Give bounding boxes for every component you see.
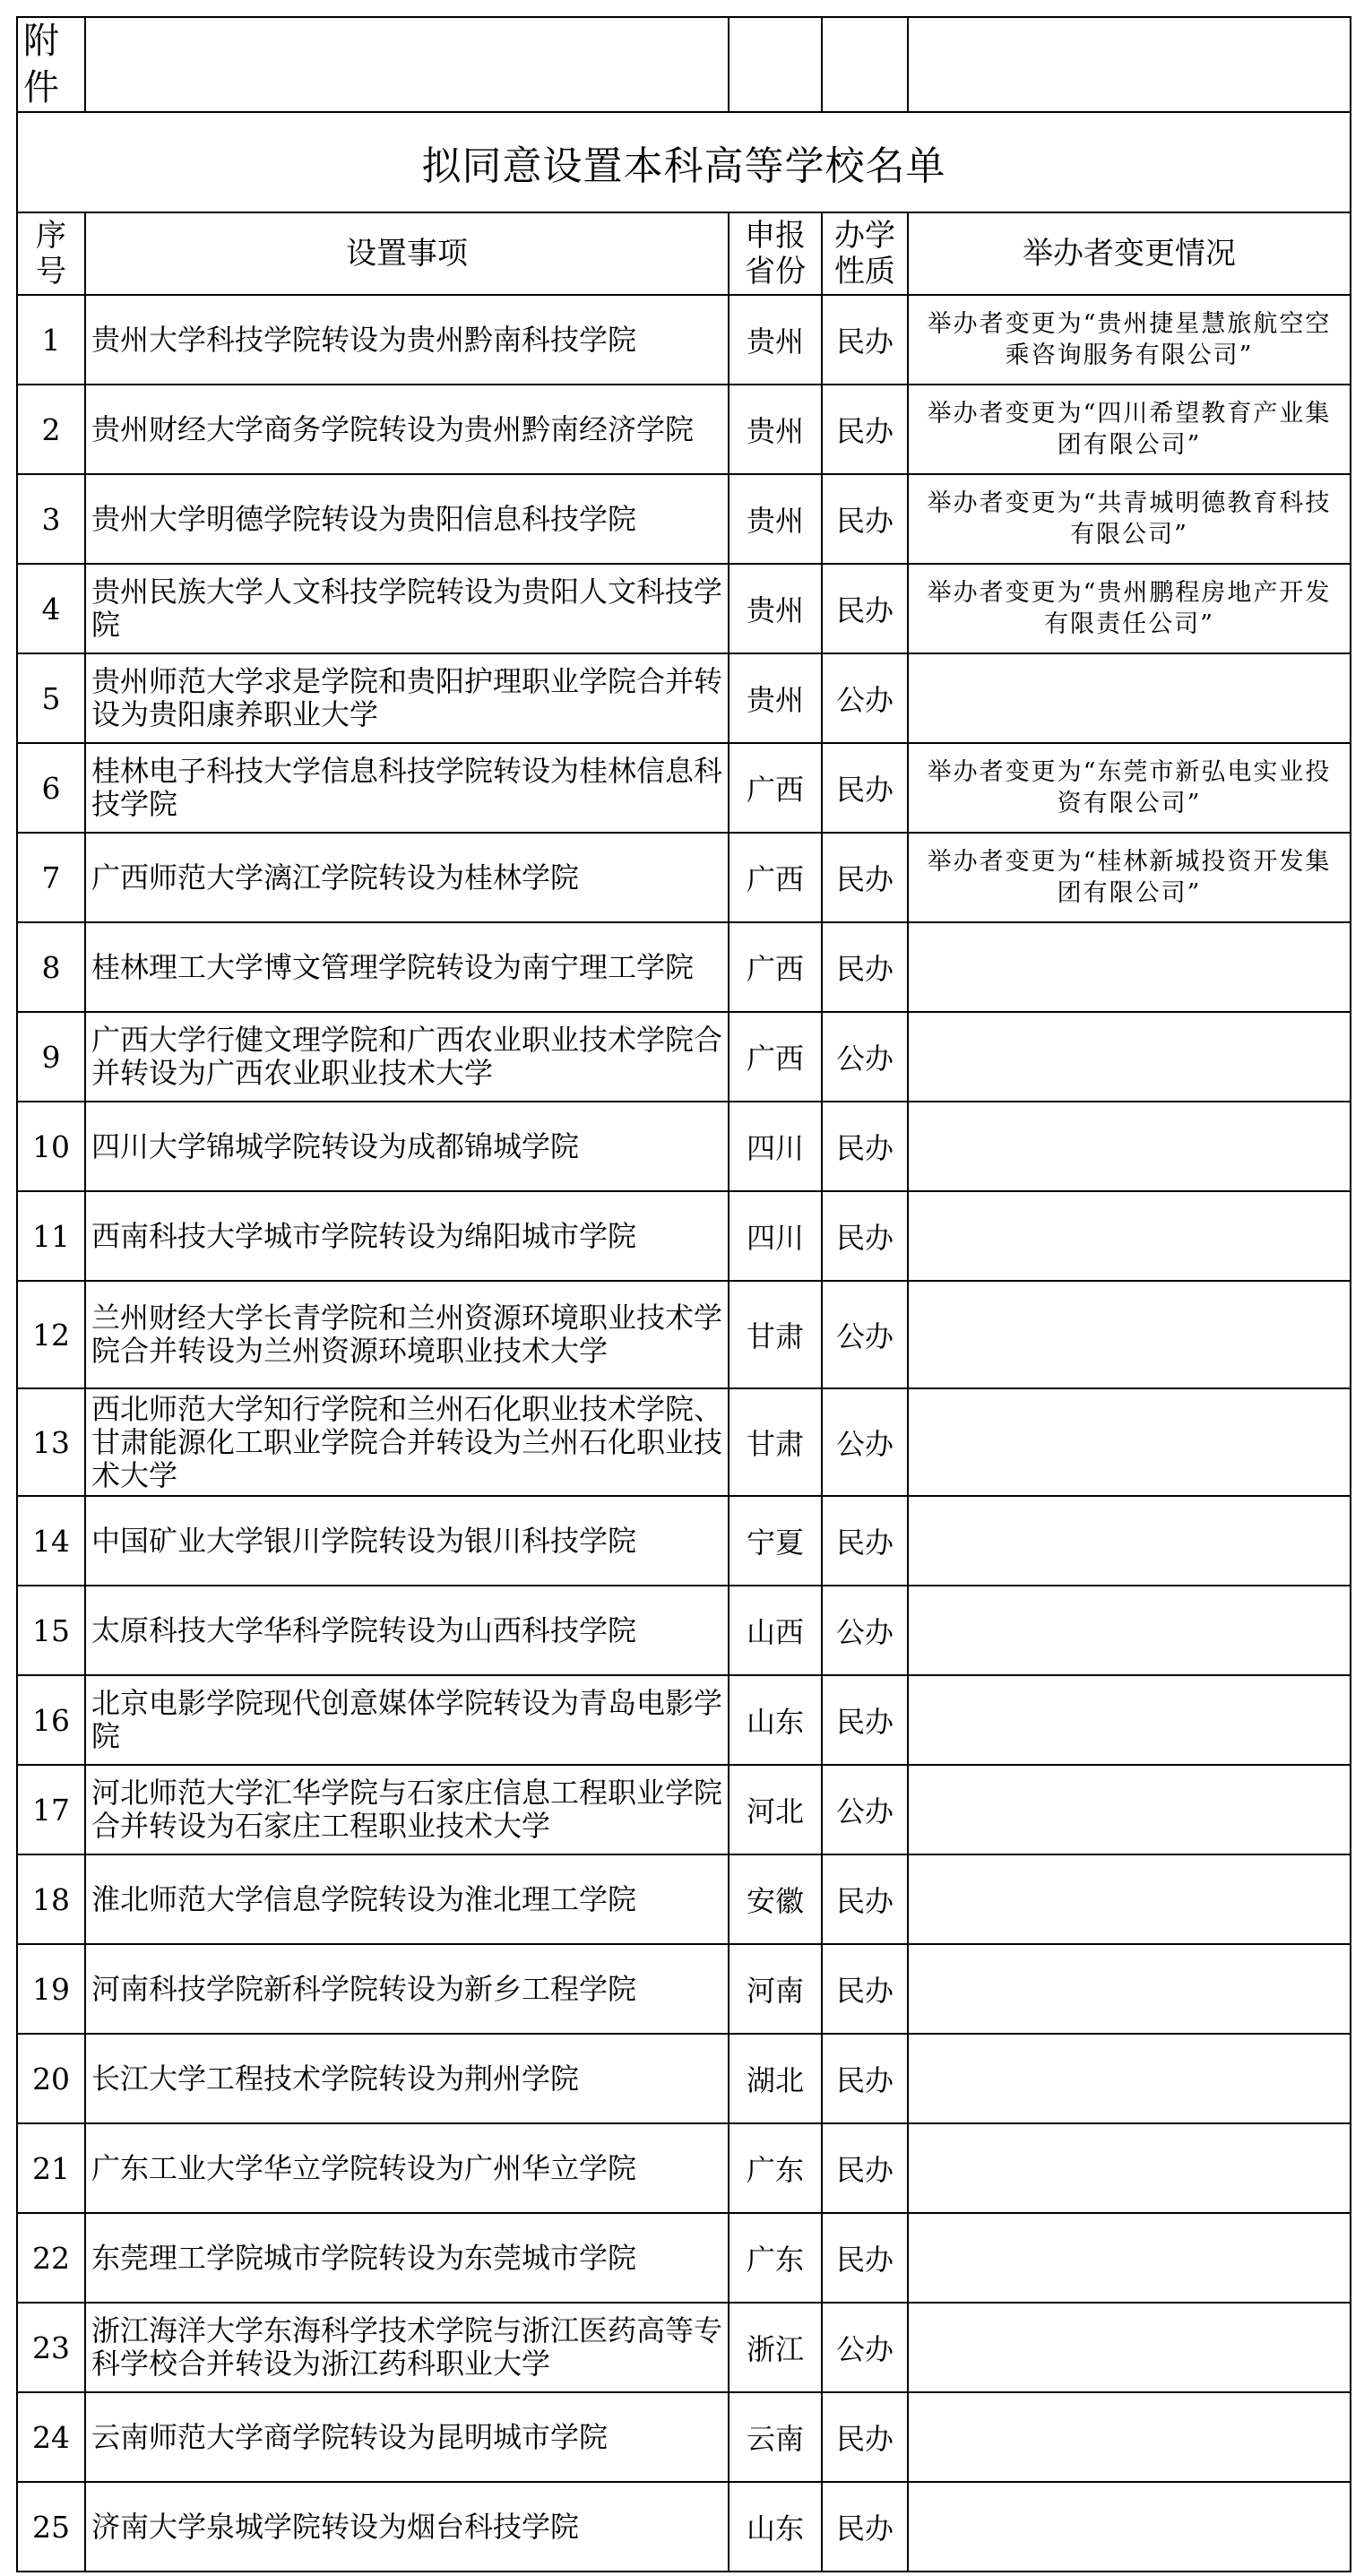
row-item: 广西师范大学漓江学院转设为桂林学院: [85, 833, 729, 922]
row-item: 贵州大学明德学院转设为贵阳信息科技学院: [85, 474, 729, 564]
row-item: 贵州财经大学商务学院转设为贵州黔南经济学院: [85, 385, 729, 474]
row-change: [908, 1191, 1351, 1281]
row-type: 公办: [822, 2303, 908, 2392]
row-number: 5: [17, 653, 85, 743]
row-number: 25: [17, 2482, 85, 2572]
row-change: [908, 2303, 1351, 2392]
row-item: 四川大学锦城学院转设为成都锦城学院: [85, 1102, 729, 1191]
empty-cell: [822, 17, 908, 112]
row-number: 23: [17, 2303, 85, 2392]
table-row: [17, 1496, 1351, 1586]
row-type: 民办: [822, 1944, 908, 2034]
row-type: 民办: [822, 1854, 908, 1944]
row-item: 桂林理工大学博文管理学院转设为南宁理工学院: [85, 922, 729, 1012]
row-change: 举办者变更为“共青城明德教育科技有限公司”: [908, 474, 1351, 564]
row-item: 广东工业大学华立学院转设为广州华立学院: [85, 2123, 729, 2213]
table-row: [17, 2213, 1351, 2303]
row-type: 民办: [822, 2123, 908, 2213]
header-item: 设置事项: [85, 212, 729, 295]
row-province: 甘肃: [729, 1281, 822, 1388]
header-province: 申报 省份: [729, 212, 822, 295]
table-row: [17, 2482, 1351, 2572]
row-type: 民办: [822, 1675, 908, 1765]
row-number: 22: [17, 2213, 85, 2303]
row-item: 济南大学泉城学院转设为烟台科技学院: [85, 2482, 729, 2572]
row-change: 举办者变更为“贵州捷星慧旅航空空乘咨询服务有限公司”: [908, 295, 1351, 385]
empty-cell: [908, 17, 1351, 112]
row-change: [908, 2123, 1351, 2213]
row-item: 东莞理工学院城市学院转设为东莞城市学院: [85, 2213, 729, 2303]
title-row: [17, 112, 1351, 212]
row-number: 13: [17, 1388, 85, 1496]
table-row: [17, 653, 1351, 743]
row-type: 公办: [822, 1586, 908, 1675]
table-title: 拟同意设置本科高等学校名单: [17, 112, 1351, 212]
row-province: 贵州: [729, 474, 822, 564]
row-type: 民办: [822, 743, 908, 833]
row-number: 12: [17, 1281, 85, 1388]
table-row: [17, 1854, 1351, 1944]
row-province: 贵州: [729, 564, 822, 653]
row-change: [908, 1675, 1351, 1765]
row-number: 9: [17, 1012, 85, 1102]
table-row: [17, 474, 1351, 564]
row-item: 北京电影学院现代创意媒体学院转设为青岛电影学院: [85, 1675, 729, 1765]
row-province: 广东: [729, 2123, 822, 2213]
table-row: [17, 1586, 1351, 1675]
row-number: 15: [17, 1586, 85, 1675]
row-province: 贵州: [729, 385, 822, 474]
table-row: [17, 743, 1351, 833]
row-change: [908, 2482, 1351, 2572]
row-province: 山西: [729, 1586, 822, 1675]
row-change: 举办者变更为“东莞市新弘电实业投资有限公司”: [908, 743, 1351, 833]
row-province: 河南: [729, 1944, 822, 2034]
row-type: 民办: [822, 1191, 908, 1281]
header-row: [17, 212, 1351, 295]
table-row: [17, 1675, 1351, 1765]
row-province: 广西: [729, 833, 822, 922]
row-province: 河北: [729, 1765, 822, 1854]
row-type: 民办: [822, 2392, 908, 2482]
row-change: [908, 1388, 1351, 1496]
row-change: [908, 1102, 1351, 1191]
row-number: 24: [17, 2392, 85, 2482]
row-type: 民办: [822, 474, 908, 564]
row-item: 西南科技大学城市学院转设为绵阳城市学院: [85, 1191, 729, 1281]
table-row: [17, 1765, 1351, 1854]
table-row: [17, 2034, 1351, 2123]
row-province: 广西: [729, 1012, 822, 1102]
table-row: [17, 1012, 1351, 1102]
row-item: 广西大学行健文理学院和广西农业职业技术学院合并转设为广西农业职业技术大学: [85, 1012, 729, 1102]
attachment-row: [17, 17, 1351, 112]
row-province: 四川: [729, 1191, 822, 1281]
table-row: [17, 922, 1351, 1012]
row-change: [908, 1765, 1351, 1854]
attachment-label: 附 件: [17, 17, 85, 112]
row-province: 贵州: [729, 653, 822, 743]
row-number: 11: [17, 1191, 85, 1281]
empty-cell: [85, 17, 729, 112]
row-number: 14: [17, 1496, 85, 1586]
row-change: [908, 1944, 1351, 2034]
row-number: 4: [17, 564, 85, 653]
row-number: 20: [17, 2034, 85, 2123]
empty-cell: [729, 17, 822, 112]
row-number: 3: [17, 474, 85, 564]
row-type: 民办: [822, 385, 908, 474]
row-change: 举办者变更为“四川希望教育产业集团有限公司”: [908, 385, 1351, 474]
table-row: [17, 1388, 1351, 1496]
row-type: 民办: [822, 922, 908, 1012]
row-item: 太原科技大学华科学院转设为山西科技学院: [85, 1586, 729, 1675]
row-province: 广东: [729, 2213, 822, 2303]
row-number: 8: [17, 922, 85, 1012]
table-row: [17, 2392, 1351, 2482]
row-type: 民办: [822, 2482, 908, 2572]
row-province: 浙江: [729, 2303, 822, 2392]
table-row: [17, 1281, 1351, 1388]
table-row: [17, 385, 1351, 474]
row-item: 中国矿业大学银川学院转设为银川科技学院: [85, 1496, 729, 1586]
row-type: 民办: [822, 1102, 908, 1191]
row-province: 宁夏: [729, 1496, 822, 1586]
row-type: 民办: [822, 2034, 908, 2123]
row-province: 广西: [729, 743, 822, 833]
row-province: 山东: [729, 1675, 822, 1765]
row-province: 广西: [729, 922, 822, 1012]
row-type: 公办: [822, 1765, 908, 1854]
row-item: 贵州师范大学求是学院和贵阳护理职业学院合并转设为贵阳康养职业大学: [85, 653, 729, 743]
row-item: 兰州财经大学长青学院和兰州资源环境职业技术学院合并转设为兰州资源环境职业技术大学: [85, 1281, 729, 1388]
row-number: 18: [17, 1854, 85, 1944]
row-change: [908, 2392, 1351, 2482]
row-number: 7: [17, 833, 85, 922]
row-province: 云南: [729, 2392, 822, 2482]
row-change: [908, 653, 1351, 743]
table-row: [17, 1102, 1351, 1191]
row-change: [908, 1496, 1351, 1586]
row-number: 1: [17, 295, 85, 385]
row-type: 公办: [822, 1281, 908, 1388]
table-row: [17, 1944, 1351, 2034]
row-item: 河北师范大学汇华学院与石家庄信息工程职业学院合并转设为石家庄工程职业技术大学: [85, 1765, 729, 1854]
table-row: [17, 2303, 1351, 2392]
row-type: 民办: [822, 564, 908, 653]
school-list-table: [16, 16, 1351, 2572]
row-province: 湖北: [729, 2034, 822, 2123]
row-change: 举办者变更为“桂林新城投资开发集团有限公司”: [908, 833, 1351, 922]
row-change: 举办者变更为“贵州鹏程房地产开发有限责任公司”: [908, 564, 1351, 653]
table-row: [17, 2123, 1351, 2213]
row-change: [908, 1854, 1351, 1944]
row-type: 公办: [822, 653, 908, 743]
header-change: 举办者变更情况: [908, 212, 1351, 295]
row-change: [908, 1281, 1351, 1388]
row-type: 民办: [822, 833, 908, 922]
row-province: 甘肃: [729, 1388, 822, 1496]
row-number: 6: [17, 743, 85, 833]
row-province: 贵州: [729, 295, 822, 385]
row-number: 17: [17, 1765, 85, 1854]
row-change: [908, 2034, 1351, 2123]
row-item: 云南师范大学商学院转设为昆明城市学院: [85, 2392, 729, 2482]
header-type: 办学 性质: [822, 212, 908, 295]
row-item: 西北师范大学知行学院和兰州石化职业技术学院、甘肃能源化工职业学院合并转设为兰州石化职业技术大学: [85, 1388, 729, 1496]
row-type: 民办: [822, 295, 908, 385]
row-type: 民办: [822, 1496, 908, 1586]
row-item: 贵州民族大学人文科技学院转设为贵阳人文科技学院: [85, 564, 729, 653]
row-item: 淮北师范大学信息学院转设为淮北理工学院: [85, 1854, 729, 1944]
row-item: 河南科技学院新科学院转设为新乡工程学院: [85, 1944, 729, 2034]
row-type: 公办: [822, 1012, 908, 1102]
table-row: [17, 295, 1351, 385]
table-row: [17, 833, 1351, 922]
row-number: 16: [17, 1675, 85, 1765]
row-item: 浙江海洋大学东海科学技术学院与浙江医药高等专科学校合并转设为浙江药科职业大学: [85, 2303, 729, 2392]
table-row: [17, 1191, 1351, 1281]
row-province: 山东: [729, 2482, 822, 2572]
row-number: 21: [17, 2123, 85, 2213]
row-province: 四川: [729, 1102, 822, 1191]
header-no: 序 号: [17, 212, 85, 295]
row-item: 贵州大学科技学院转设为贵州黔南科技学院: [85, 295, 729, 385]
row-change: [908, 922, 1351, 1012]
row-number: 10: [17, 1102, 85, 1191]
row-number: 2: [17, 385, 85, 474]
row-item: 桂林电子科技大学信息科技学院转设为桂林信息科技学院: [85, 743, 729, 833]
row-change: [908, 1012, 1351, 1102]
row-type: 民办: [822, 2213, 908, 2303]
row-change: [908, 1586, 1351, 1675]
row-type: 公办: [822, 1388, 908, 1496]
row-province: 安徽: [729, 1854, 822, 1944]
row-number: 19: [17, 1944, 85, 2034]
table-row: [17, 564, 1351, 653]
row-change: [908, 2213, 1351, 2303]
row-item: 长江大学工程技术学院转设为荆州学院: [85, 2034, 729, 2123]
